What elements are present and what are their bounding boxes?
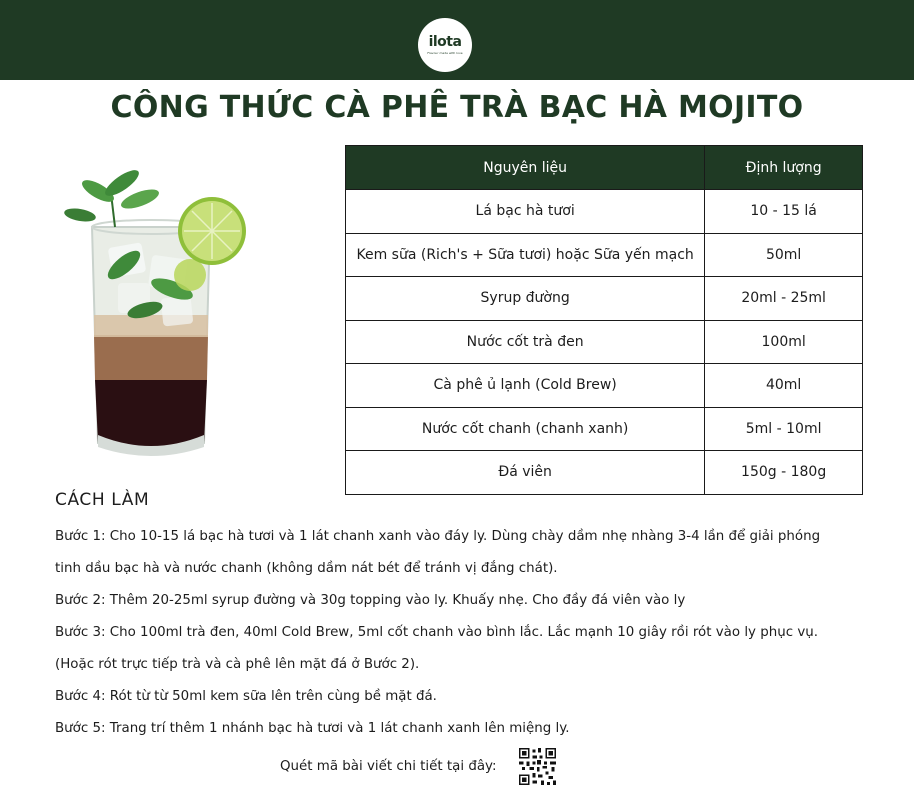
step-line: Bước 4: Rót từ từ 50ml kem sữa lên trên cùng bề mặt đá. bbox=[55, 689, 437, 704]
step-line: tinh dầu bạc hà và nước chanh (không dầm nát bét để tránh vị đắng chát). bbox=[55, 561, 558, 576]
column-header-amount: Định lượng bbox=[705, 146, 863, 190]
table-row bbox=[346, 277, 863, 321]
ingredient-cell: Đá viên bbox=[346, 451, 705, 495]
table-row bbox=[346, 190, 863, 234]
ingredient-cell: Nước cốt trà đen bbox=[346, 320, 705, 364]
amount-cell: 150g - 180g bbox=[705, 451, 863, 495]
step-line: Bước 5: Trang trí thêm 1 nhánh bạc hà tươi và 1 lát chanh xanh lên miệng ly. bbox=[55, 721, 570, 736]
logo-tagline: Flavour made with love bbox=[427, 51, 463, 55]
method-steps bbox=[55, 521, 885, 745]
amount-cell: 40ml bbox=[705, 364, 863, 408]
column-header-ingredient: Nguyên liệu bbox=[346, 146, 705, 190]
ingredient-cell: Kem sữa (Rich's + Sữa tươi) hoặc Sữa yến mạch bbox=[346, 233, 705, 277]
table-row bbox=[346, 233, 863, 277]
ingredient-cell: Syrup đường bbox=[346, 277, 705, 321]
amount-cell: 20ml - 25ml bbox=[705, 277, 863, 321]
qr-code-icon[interactable] bbox=[519, 748, 556, 785]
ingredient-cell: Nước cốt chanh (chanh xanh) bbox=[346, 407, 705, 451]
amount-cell: 5ml - 10ml bbox=[705, 407, 863, 451]
brand-logo[interactable] bbox=[418, 18, 472, 72]
ingredient-cell: Lá bạc hà tươi bbox=[346, 190, 705, 234]
step-line: (Hoặc rót trực tiếp trà và cà phê lên mặt đá ở Bước 2). bbox=[55, 657, 420, 672]
amount-cell: 10 - 15 lá bbox=[705, 190, 863, 234]
table-row bbox=[346, 320, 863, 364]
amount-cell: 50ml bbox=[705, 233, 863, 277]
table-row bbox=[346, 451, 863, 495]
ingredient-cell: Cà phê ủ lạnh (Cold Brew) bbox=[346, 364, 705, 408]
amount-cell: 100ml bbox=[705, 320, 863, 364]
step-line: Bước 3: Cho 100ml trà đen, 40ml Cold Brew, 5ml cốt chanh vào bình lắc. Lắc mạnh 10 giây rồi rót vào ly phục vụ. bbox=[55, 625, 818, 640]
logo-wordmark: ilota bbox=[428, 34, 462, 50]
page-title: CÔNG THỨC CÀ PHÊ TRÀ BẠC HÀ MOJITO bbox=[110, 90, 804, 125]
method-heading: CÁCH LÀM bbox=[55, 490, 150, 510]
qr-caption: Quét mã bài viết chi tiết tại đây: bbox=[280, 759, 497, 774]
step-line: Bước 2: Thêm 20-25ml syrup đường và 30g topping vào ly. Khuấy nhẹ. Cho đầy đá viên vào ly bbox=[55, 593, 686, 608]
mojito-glass-icon bbox=[40, 165, 260, 465]
ingredient-table bbox=[345, 145, 863, 495]
table-row bbox=[346, 407, 863, 451]
table-header-row bbox=[346, 146, 863, 190]
table-row bbox=[346, 364, 863, 408]
step-line: Bước 1: Cho 10-15 lá bạc hà tươi và 1 lát chanh xanh vào đáy ly. Dùng chày dầm nhẹ nhàng 3-4 lần để giải phóng bbox=[55, 529, 821, 544]
